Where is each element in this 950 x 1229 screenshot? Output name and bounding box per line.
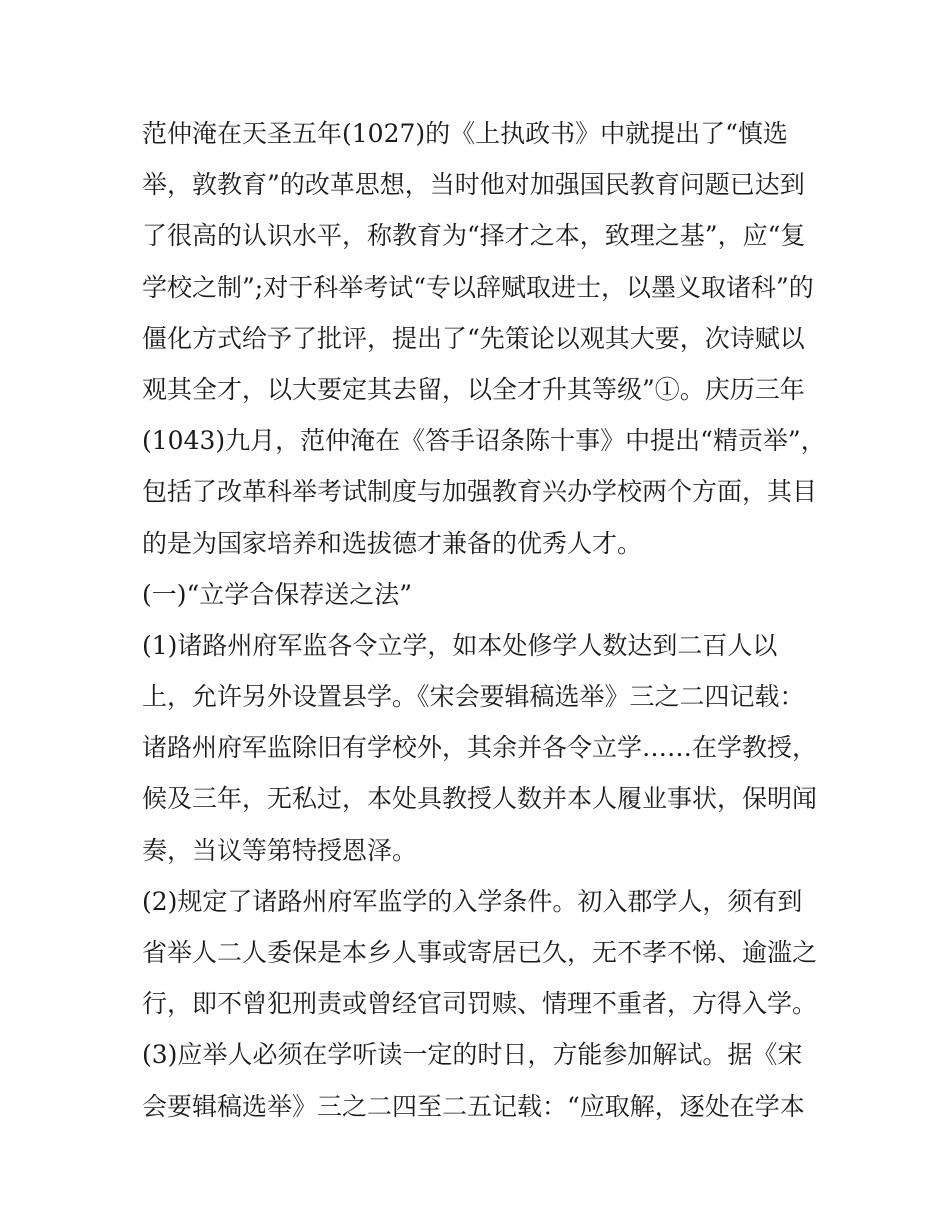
text-line: 省举人二人委保是本乡人事或寄居已久，无不孝不悌、逾滥之: [142, 938, 818, 967]
text-line: 观其全才，以大要定其去留，以全才升其等级”①。庆历三年: [142, 374, 805, 404]
text-line: 僵化方式给予了批评，提出了“先策论以观其大要，次诗赋以: [142, 323, 805, 353]
text-line: 举，敦教育”的改革思想，当时他对加强国民教育问题已达到: [142, 170, 805, 200]
text-line: 诸路州府军监除旧有学校外，其余并各令立学……在学教授，: [142, 733, 818, 763]
text-line: 了很高的认识水平，称教育为“择才之本，致理之基”，应“复: [142, 221, 806, 251]
text-line: 行，即不曾犯刑责或曾经官司罚赎、情理不重者，方得入学。: [142, 989, 818, 1019]
text-line: (3)应举人必须在学听读一定的时日，方能参加解试。据《宋: [142, 1040, 803, 1070]
text-line: 上，允许另外设置县学。《宋会要辑稿选举》三之二四记载：: [142, 682, 805, 712]
text-line: (2)规定了诸路州府军监学的入学条件。初入郡学人，须有到: [142, 886, 803, 916]
text-line: 候及三年，无私过，本处具教授人数并本人履业事状，保明闻: [142, 784, 818, 814]
body-text: [142, 108, 826, 1132]
text-line: (1043)九月，范仲淹在《答手诏条陈十事》中提出“精贡举”，: [142, 426, 826, 456]
text-line: (1)诸路州府军监各令立学，如本处修学人数达到二百人以: [142, 630, 778, 660]
text-line: 学校之制”;对于科举考试“专以辞赋取进士，以墨义取诸科”的: [142, 272, 814, 302]
section-heading: (一)“立学合保荐送之法”: [142, 579, 413, 609]
text-line: 会要辑稿选举》三之二四至二五记载：“应取解，逐处在学本: [142, 1091, 805, 1121]
text-line: 包括了改革科举考试制度与加强教育兴办学校两个方面，其目: [142, 477, 818, 507]
text-line: 奏，当议等第特授恩泽。: [142, 835, 418, 865]
text-line: 的是为国家培养和选拔德才兼备的优秀人才。: [142, 528, 643, 558]
text-line: 范仲淹在天圣五年(1027)的《上执政书》中就提出了“慎选: [142, 119, 788, 148]
